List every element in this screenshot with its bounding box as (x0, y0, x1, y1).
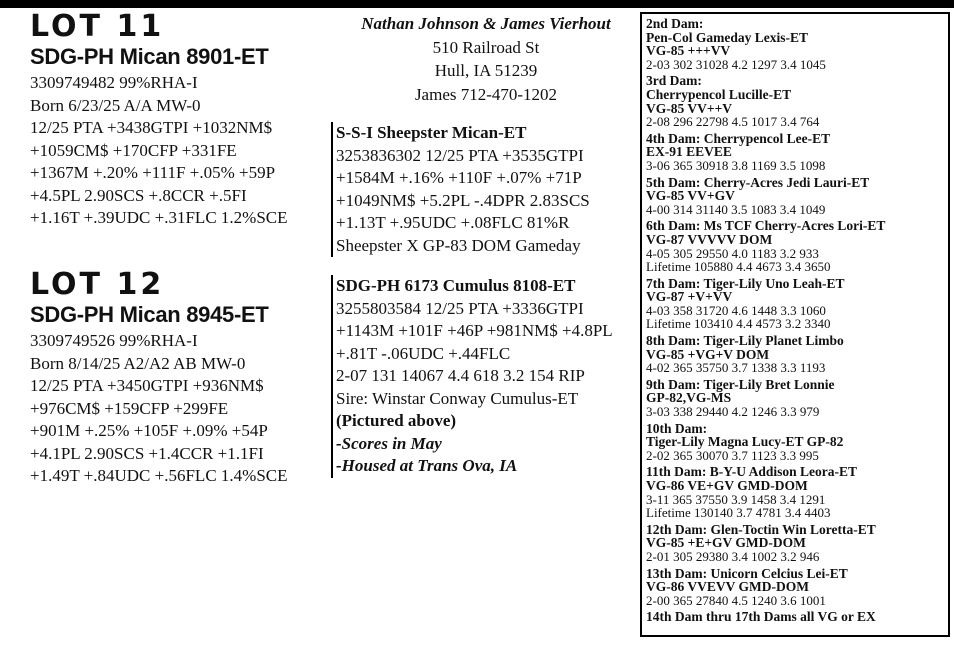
dam-lifetime: Lifetime 105880 4.4 4673 3.4 3650 (646, 259, 831, 275)
dam-name: Pen-Col Gameday Lexis-ET (646, 29, 808, 45)
dam-record: 2-00 365 27840 4.5 1240 3.6 1001 (646, 592, 826, 608)
housed-note: -Housed at Trans Ova, IA (336, 456, 518, 475)
dam-entry (646, 17, 948, 71)
dam-entry (646, 176, 948, 217)
sire-1-block (331, 122, 633, 257)
dam-entry (646, 465, 948, 519)
lot-12-line: Born 8/14/25 A2/A2 AB MW-0 (30, 353, 246, 373)
lot-12-line: +976CM$ +159CFP +299FE (30, 398, 229, 418)
dam-score: EX-91 EEVEE (646, 144, 732, 160)
sire-1-name: S-S-I Sheepster Mican-ET (336, 123, 527, 142)
dam-heading: 4th Dam: Cherrypencol Lee-ET (646, 130, 831, 146)
owner-name: Nathan Johnson & James Vierhout (361, 14, 611, 33)
owner-phone: James 712-470-1202 (414, 84, 558, 104)
lot-12-line: +4.1PL 2.90SCS +1.4CCR +1.1FI (30, 443, 264, 463)
lot-11-block (30, 9, 330, 230)
dam-entry (646, 422, 948, 463)
sire-1-line: 3253836302 12/25 PTA +3535GTPI (336, 145, 584, 165)
dam-name: Tiger-Lily Magna Lucy-ET GP-82 (646, 434, 844, 450)
dams-footer: 14th Dam thru 17th Dams all VG or EX (646, 609, 876, 625)
dam-heading: 6th Dam: Ms TCF Cherry-Acres Lori-ET (646, 218, 886, 234)
owner-block (336, 12, 636, 106)
lot-11-line: +1059CM$ +170CFP +331FE (30, 140, 237, 160)
dam-heading: 11th Dam: B-Y-U Addison Leora-ET (646, 464, 858, 480)
dam-heading: 5th Dam: Cherry-Acres Jedi Lauri-ET (646, 174, 870, 190)
sire-1-line: +1.13T +.95UDC +.08FLC 81%R (336, 213, 570, 232)
lot-11-line: Born 6/23/25 A/A MW-0 (30, 95, 201, 115)
sire-2-name: SDG-PH 6173 Cumulus 8108-ET (336, 276, 576, 295)
dam-record: 2-02 365 30070 3.7 1123 3.3 995 (646, 447, 819, 463)
dam-score: VG-87 +V+VV (646, 289, 733, 305)
dam-record: 4-05 305 29550 4.0 1183 3.2 933 (646, 245, 819, 261)
dam-record: 4-00 314 31140 3.5 1083 3.4 1049 (646, 201, 826, 217)
dam-entry (646, 523, 948, 564)
lot-11-details (30, 72, 330, 230)
dam-record: 2-01 305 29380 3.4 1002 3.2 946 (646, 548, 820, 564)
dam-score: VG-85 +E+GV GMD-DOM (646, 535, 806, 551)
dam-score: VG-87 VVVVV DOM (646, 231, 773, 247)
dam-score: VG-85 +VG+V DOM (646, 346, 770, 362)
dam-score: VG-86 VVEVV GMD-DOM (646, 579, 809, 595)
dam-entry (646, 378, 948, 419)
dam-entry (646, 219, 948, 273)
dam-entry (646, 334, 948, 375)
lot-12-animal-name: SDG-PH Mican 8945-ET (30, 302, 269, 327)
dam-record: 4-03 358 31720 4.6 1448 3.3 1060 (646, 302, 826, 318)
dam-record: 2-08 296 22798 4.5 1017 3.4 764 (646, 114, 820, 130)
lot-12-line: +901M +.25% +105F +.09% +54P (30, 421, 268, 440)
lot-11-title: LOT 11 (30, 9, 165, 44)
dam-score: VG-86 VE+GV GMD-DOM (646, 478, 808, 493)
dam-entry (646, 74, 948, 128)
pictured-note: (Pictured above) (336, 411, 457, 430)
dam-score: VG-85 VV++V (646, 100, 733, 116)
dam-record: 3-03 338 29440 4.2 1246 3.3 979 (646, 404, 820, 420)
dam-score: GP-82,VG-MS (646, 390, 732, 406)
owner-address: 510 Railroad St (432, 37, 540, 57)
dam-record: 3-11 365 37550 3.9 1458 3.4 1291 (646, 491, 826, 507)
dam-record: 3-06 365 30918 3.8 1169 3.5 1098 (646, 157, 826, 173)
lot-12-title: LOT 12 (30, 267, 165, 302)
lot-11-animal-name: SDG-PH Mican 8901-ET (30, 44, 269, 69)
dam-heading: 13th Dam: Unicorn Celcius Lei-ET (646, 565, 848, 581)
sire-1-line: +1049NM$ +5.2PL -.4DPR 2.83SCS (336, 190, 590, 210)
dam-heading: 8th Dam: Tiger-Lily Planet Limbo (646, 333, 844, 349)
dam-record: 4-02 365 35750 3.7 1338 3.3 1193 (646, 360, 826, 376)
scores-note: -Scores in May (336, 433, 442, 453)
dam-heading: 10th Dam: (646, 420, 708, 436)
lot-11-line: 12/25 PTA +3438GTPI +1032NM$ (30, 118, 273, 137)
dam-heading: 9th Dam: Tiger-Lily Bret Lonnie (646, 376, 835, 392)
sire-2-line: 2-07 131 14067 4.4 618 3.2 154 RIP (336, 366, 585, 385)
dam-entry (646, 132, 948, 173)
dam-entry (646, 277, 948, 331)
dam-entry (646, 567, 948, 608)
dam-score: VG-85 VV+GV (646, 188, 735, 204)
top-rule (0, 0, 954, 8)
lot-12-block (30, 267, 330, 488)
lot-12-line: +1.49T +.84UDC +.56FLC 1.4%SCE (30, 466, 288, 485)
dam-pedigree-box (640, 12, 950, 637)
sire-1-line: Sheepster X GP-83 DOM Gameday (336, 235, 581, 255)
sire-2-line: +.81T -.06UDC +.44FLC (336, 343, 511, 363)
lot-11-line: +1.16T +.39UDC +.31FLC 1.2%SCE (30, 208, 288, 227)
sire-2-line: 3255803584 12/25 PTA +3336GTPI (336, 298, 584, 318)
dam-heading: 3rd Dam: (646, 73, 702, 89)
lot-11-line: +4.5PL 2.90SCS +.8CCR +.5FI (30, 185, 247, 205)
dam-heading: 7th Dam: Tiger-Lily Uno Leah-ET (646, 275, 845, 291)
sire-2-block (331, 275, 633, 478)
dam-heading: 12th Dam: Glen-Toctin Win Loretta-ET (646, 521, 876, 537)
lot-12-line: 3309749526 99%RHA-I (30, 331, 198, 350)
lot-11-line: +1367M +.20% +111F +.05% +59P (30, 163, 276, 182)
dam-lifetime: Lifetime 103410 4.4 4573 3.2 3340 (646, 316, 831, 332)
lot-11-line: 3309749482 99%RHA-I (30, 73, 198, 92)
owner-city: Hull, IA 51239 (434, 61, 538, 80)
dam-heading: 2nd Dam: (646, 16, 704, 31)
dam-lifetime: Lifetime 130140 3.7 4781 3.4 4403 (646, 505, 831, 521)
dam-name: Cherrypencol Lucille-ET (646, 86, 792, 102)
sire-2-line: +1143M +101F +46P +981NM$ +4.8PL (336, 321, 613, 340)
sire-1-line: +1584M +.16% +110F +.07% +71P (336, 168, 582, 187)
dam-record: 2-03 302 31028 4.2 1297 3.4 1045 (646, 56, 826, 72)
dam-score: VG-85 +++VV (646, 43, 731, 59)
sire-2-line: Sire: Winstar Conway Cumulus-ET (336, 388, 579, 408)
lot-12-line: 12/25 PTA +3450GTPI +936NM$ (30, 376, 264, 395)
lot-12-details (30, 330, 330, 488)
